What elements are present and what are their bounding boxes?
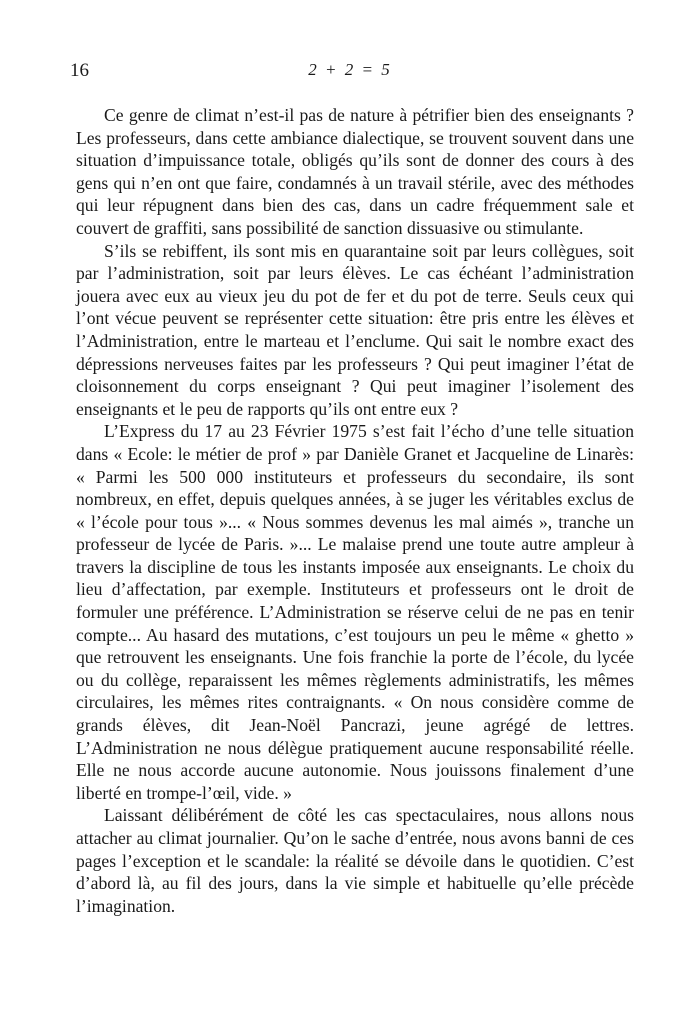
body-text xyxy=(76,104,634,917)
page-number: 16 xyxy=(70,60,89,81)
paragraph: S’ils se rebiffent, ils sont mis en quarantaine soit par leurs collègues, soit par l’administration, soit par leurs élèves. Le cas échéant l’administration jouera avec eux au vieux jeu du pot de fer et du pot de terre. Seuls ceux qui l’ont vécue peuvent se représenter cette situation: être pris entre les élèves et l’Administration, entre le marteau et l’enclume. Qui sait le nombre exact des dépressions nerveuses faites par les professeurs ? Qui peut imaginer l’état de cloisonnement du corps enseignant ? Qui peut imaginer l’isolement des enseignants et le peu de rapports qu’ils ont entre eux ? xyxy=(76,240,634,419)
paragraph: Laissant délibérément de côté les cas spectaculaires, nous allons nous attacher au climat journalier. Qu’on le sache d’entrée, nous avons banni de ces pages l’exception et le scandale: la réalité se dévoile dans le quotidien. C’est d’abord là, au fil des jours, dans la vie simple et habituelle qu’elle précède l’imagination. xyxy=(76,805,634,916)
paragraph: L’Express du 17 au 23 Février 1975 s’est fait l’écho d’une telle situation dans « Ecole: le métier de prof » par Danièle Granet et Jacqueline de Linarès: « Parmi les 500 000 instituteurs et professeurs du secondaire, ils sont nombreux, en effet, depuis quelques années, à se juger les véritables exclus de « l’école pour tous »... « Nous sommes devenus les mal aimés », tranche un professeur de lycée de Paris. »... Le malaise prend une toute autre ampleur à travers la discipline de tous les instants imposée aux enseignants. Le choix du lieu d’affectation, par exemple. Instituteurs et professeurs ont le droit de formuler une préférence. L’Administration se réserve celui de ne pas en tenir compte... Au hasard des mutations, c’est toujours un peu le même « ghetto » que retrouvent les enseignants. Une fois franchie la porte de l’école, du lycée ou du collège, reparaissent les mêmes règlements administratifs, les mêmes circulaires, les mêmes rites contraignants. « On nous considère comme de grands élèves, dit Jean-Noël Pancrazi, jeune agrégé de lettres. L’Administration ne nous délègue pratiquement aucune responsabilité réelle. Elle ne nous accorde aucune autonomie. Nous jouissons finalement d’une liberté en trompe-l’œil, vide. » xyxy=(76,421,634,803)
page-header xyxy=(70,60,630,88)
running-title: 2 + 2 = 5 xyxy=(308,60,392,79)
paragraph: Ce genre de climat n’est-il pas de nature à pétrifier bien des enseignants ? Les professeurs, dans cette ambiance dialectique, se trouvent souvent dans une situation d’impuissance totale, obligés qu’ils sont de donner des cours à des gens qui n’en ont que faire, condamnés à un travail stérile, avec des méthodes qui leur répugnent dans bien des cas, dans un cadre fréquemment sale et couvert de graffiti, sans possibilité de sanction dissuasive ou stimulante. xyxy=(76,105,634,238)
